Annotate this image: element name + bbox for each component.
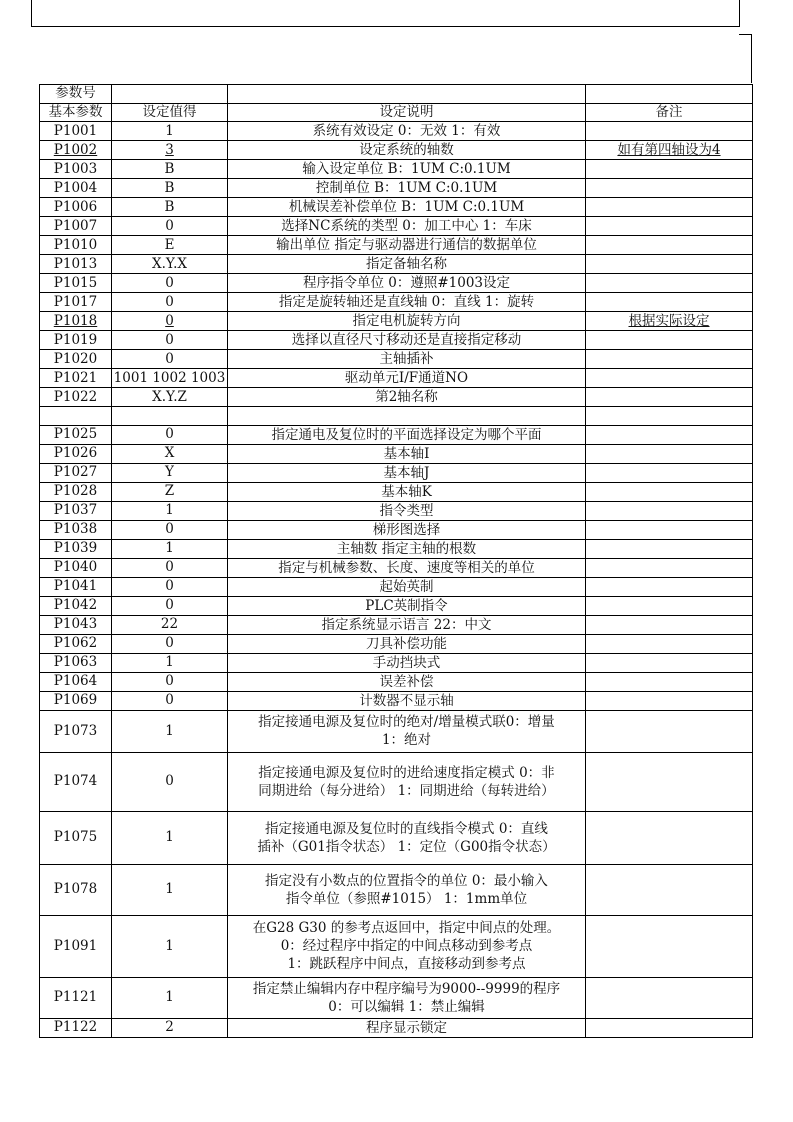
param-id-cell: P1037 xyxy=(40,501,112,520)
param-id-cell: P1017 xyxy=(40,293,112,312)
param-note-cell xyxy=(586,653,753,672)
param-value-cell: 1 xyxy=(112,915,228,977)
param-description-cell: 基本轴K xyxy=(228,482,586,501)
table-row xyxy=(40,274,753,293)
param-description-cell: PLC英制指令 xyxy=(228,596,586,615)
table-row xyxy=(40,179,753,198)
param-value-cell: 1001 1002 1003 xyxy=(112,369,228,388)
param-description-cell xyxy=(228,407,586,426)
param-description-cell: 主轴插补 xyxy=(228,350,586,369)
table-row xyxy=(40,482,753,501)
param-id-cell: P1039 xyxy=(40,539,112,558)
param-note-cell xyxy=(586,482,753,501)
param-description-cell: 指定禁止编辑内存中程序编号为9000--9999的程序 0：可以编辑 1：禁止编辑 xyxy=(228,977,586,1018)
table-header-row-1 xyxy=(40,85,753,104)
table-row xyxy=(40,596,753,615)
param-id-cell: P1026 xyxy=(40,444,112,463)
table-row xyxy=(40,217,753,236)
param-value-cell: 0 xyxy=(112,691,228,710)
param-id-cell xyxy=(40,407,112,426)
param-value-cell: X.Y.Z xyxy=(112,388,228,407)
param-note-cell xyxy=(586,915,753,977)
param-note-cell xyxy=(586,198,753,217)
param-description-cell: 梯形图选择 xyxy=(228,520,586,539)
param-note-cell xyxy=(586,558,753,577)
param-note-cell xyxy=(586,596,753,615)
param-description-cell: 指定通电及复位时的平面选择设定为哪个平面 xyxy=(228,425,586,444)
param-note-cell xyxy=(586,1018,753,1037)
param-id-cell: P1006 xyxy=(40,198,112,217)
param-description-cell: 基本轴J xyxy=(228,463,586,482)
param-value-cell: 1 xyxy=(112,864,228,915)
param-id-cell: P1025 xyxy=(40,425,112,444)
param-id-cell: P1042 xyxy=(40,596,112,615)
param-description-cell: 选择NC系统的类型 0：加工中心 1：车床 xyxy=(228,217,586,236)
table-row xyxy=(40,691,753,710)
param-value-cell: 22 xyxy=(112,615,228,634)
param-value-cell: 1 xyxy=(112,501,228,520)
param-value-cell: 0 xyxy=(112,752,228,811)
param-value-cell: 2 xyxy=(112,1018,228,1037)
table-row xyxy=(40,122,753,141)
param-note-cell xyxy=(586,864,753,915)
param-note-cell xyxy=(586,331,753,350)
param-id-cell: P1069 xyxy=(40,691,112,710)
param-id-cell: P1078 xyxy=(40,864,112,915)
param-id-cell: P1022 xyxy=(40,388,112,407)
param-description-cell: 基本轴I xyxy=(228,444,586,463)
param-note-cell: 如有第四轴设为4 xyxy=(586,141,753,160)
column-header-basic-param: 基本参数 xyxy=(40,103,112,122)
param-note-cell xyxy=(586,160,753,179)
table-row xyxy=(40,615,753,634)
param-description-cell: 指定接通电源及复位时的进给速度指定模式 0：非 同期进给（每分进给） 1：同期进给（每转进给） xyxy=(228,752,586,811)
param-description-cell: 指定系统显示语言 22：中文 xyxy=(228,615,586,634)
param-value-cell: 0 xyxy=(112,558,228,577)
param-description-cell: 第2轴名称 xyxy=(228,388,586,407)
table-row xyxy=(40,255,753,274)
param-id-cell: P1074 xyxy=(40,752,112,811)
table-row xyxy=(40,331,753,350)
table-row xyxy=(40,407,753,426)
table-row xyxy=(40,312,753,331)
corner-frame-mark xyxy=(739,34,752,83)
param-id-cell: P1091 xyxy=(40,915,112,977)
param-value-cell: 0 xyxy=(112,274,228,293)
param-note-cell xyxy=(586,634,753,653)
param-note-cell xyxy=(586,672,753,691)
table-row xyxy=(40,425,753,444)
param-note-cell xyxy=(586,179,753,198)
param-id-cell: P1007 xyxy=(40,217,112,236)
param-description-cell: 手动挡块式 xyxy=(228,653,586,672)
param-note-cell xyxy=(586,369,753,388)
param-description-cell: 指定电机旋转方向 xyxy=(228,312,586,331)
table-row xyxy=(40,634,753,653)
table-row xyxy=(40,752,753,811)
param-value-cell: X xyxy=(112,444,228,463)
param-value-cell: 3 xyxy=(112,141,228,160)
param-no-label: 参数号 xyxy=(40,85,112,104)
param-value-cell xyxy=(112,407,228,426)
param-note-cell xyxy=(586,691,753,710)
table-row xyxy=(40,444,753,463)
param-id-cell: P1040 xyxy=(40,558,112,577)
param-id-cell: P1121 xyxy=(40,977,112,1018)
param-id-cell: P1021 xyxy=(40,369,112,388)
table-row xyxy=(40,653,753,672)
param-description-cell: 指定没有小数点的位置指令的单位 0：最小输入 指令单位（参照#1015） 1：1mm单位 xyxy=(228,864,586,915)
param-value-cell: 0 xyxy=(112,596,228,615)
table-row xyxy=(40,293,753,312)
param-value-cell: B xyxy=(112,179,228,198)
param-value-cell: 0 xyxy=(112,520,228,539)
param-id-cell: P1015 xyxy=(40,274,112,293)
param-note-cell xyxy=(586,710,753,752)
table-row xyxy=(40,539,753,558)
param-description-cell: 在G28 G30 的参考点返回中，指定中间点的处理。 0：经过程序中指定的中间点移动到参考点 1：跳跃程序中间点，直接移动到参考点 xyxy=(228,915,586,977)
param-description-cell: 设定系统的轴数 xyxy=(228,141,586,160)
param-value-cell: B xyxy=(112,160,228,179)
param-note-cell xyxy=(586,615,753,634)
param-value-cell: 0 xyxy=(112,312,228,331)
param-value-cell: Y xyxy=(112,463,228,482)
param-value-cell: 1 xyxy=(112,122,228,141)
param-note-cell xyxy=(586,236,753,255)
param-id-cell: P1073 xyxy=(40,710,112,752)
param-note-cell xyxy=(586,539,753,558)
param-description-cell: 输入设定单位 B：1UM C:0.1UM xyxy=(228,160,586,179)
table-row xyxy=(40,864,753,915)
param-id-cell: P1063 xyxy=(40,653,112,672)
param-note-cell xyxy=(586,255,753,274)
param-id-cell: P1041 xyxy=(40,577,112,596)
param-id-cell: P1027 xyxy=(40,463,112,482)
table-row xyxy=(40,141,753,160)
table-row xyxy=(40,577,753,596)
param-description-cell: 驱动单元I/F通道NO xyxy=(228,369,586,388)
param-description-cell: 指定接通电源及复位时的直线指令模式 0：直线 插补（G01指令状态） 1：定位（G00指令状态） xyxy=(228,811,586,864)
param-description-cell: 指定备轴名称 xyxy=(228,255,586,274)
param-value-cell: 0 xyxy=(112,577,228,596)
table-row xyxy=(40,369,753,388)
param-description-cell: 机械误差补偿单位 B：1UM C:0.1UM xyxy=(228,198,586,217)
param-value-cell: Z xyxy=(112,482,228,501)
param-value-cell: 1 xyxy=(112,710,228,752)
param-id-cell: P1028 xyxy=(40,482,112,501)
param-note-cell xyxy=(586,577,753,596)
param-id-cell: P1064 xyxy=(40,672,112,691)
param-description-cell: 选择以直径尺寸移动还是直接指定移动 xyxy=(228,331,586,350)
param-id-cell: P1062 xyxy=(40,634,112,653)
param-id-cell: P1020 xyxy=(40,350,112,369)
table-row xyxy=(40,520,753,539)
param-id-cell: P1043 xyxy=(40,615,112,634)
table-row xyxy=(40,915,753,977)
table-row xyxy=(40,1018,753,1037)
param-description-cell: 指定接通电源及复位时的绝对/增量模式联0：增量 1：绝对 xyxy=(228,710,586,752)
param-id-cell: P1003 xyxy=(40,160,112,179)
param-description-cell: 输出单位 指定与驱动器进行通信的数据单位 xyxy=(228,236,586,255)
table-row xyxy=(40,672,753,691)
param-value-cell: 0 xyxy=(112,634,228,653)
table-row xyxy=(40,160,753,179)
table-row xyxy=(40,501,753,520)
table-row xyxy=(40,977,753,1018)
param-value-cell: E xyxy=(112,236,228,255)
param-note-cell xyxy=(586,501,753,520)
param-value-cell: 0 xyxy=(112,217,228,236)
param-id-cell: P1019 xyxy=(40,331,112,350)
param-description-cell: 指定是旋转轴还是直线轴 0：直线 1：旋转 xyxy=(228,293,586,312)
param-description-cell: 程序指令单位 0：遵照#1003设定 xyxy=(228,274,586,293)
param-value-cell: 0 xyxy=(112,350,228,369)
param-note-cell xyxy=(586,463,753,482)
param-note-cell xyxy=(586,752,753,811)
param-id-cell: P1013 xyxy=(40,255,112,274)
column-header-note: 备注 xyxy=(586,103,753,122)
param-note-cell xyxy=(586,520,753,539)
param-note-cell xyxy=(586,425,753,444)
param-value-cell: X.Y.X xyxy=(112,255,228,274)
param-value-cell: 1 xyxy=(112,977,228,1018)
param-note-cell xyxy=(586,388,753,407)
table-row xyxy=(40,236,753,255)
param-description-cell: 控制单位 B：1UM C:0.1UM xyxy=(228,179,586,198)
param-id-cell: P1002 xyxy=(40,141,112,160)
param-value-cell: 1 xyxy=(112,811,228,864)
param-value-cell: 0 xyxy=(112,293,228,312)
table-row xyxy=(40,811,753,864)
param-id-cell: P1004 xyxy=(40,179,112,198)
table-row xyxy=(40,558,753,577)
param-description-cell: 计数器不显示轴 xyxy=(228,691,586,710)
param-description-cell: 系统有效设定 0：无效 1：有效 xyxy=(228,122,586,141)
param-description-cell: 指令类型 xyxy=(228,501,586,520)
param-note-cell: 根据实际设定 xyxy=(586,312,753,331)
column-header-set-value: 设定值得 xyxy=(112,103,228,122)
param-id-cell: P1018 xyxy=(40,312,112,331)
param-description-cell: 起始英制 xyxy=(228,577,586,596)
param-id-cell: P1122 xyxy=(40,1018,112,1037)
param-value-cell: 0 xyxy=(112,425,228,444)
parameter-table-body xyxy=(40,85,753,1038)
table-header-row-2 xyxy=(40,103,753,122)
table-row xyxy=(40,198,753,217)
param-description-cell: 刀具补偿功能 xyxy=(228,634,586,653)
param-value-cell: 1 xyxy=(112,653,228,672)
param-description-cell: 程序显示锁定 xyxy=(228,1018,586,1037)
param-description-cell: 主轴数 指定主轴的根数 xyxy=(228,539,586,558)
param-note-cell xyxy=(586,122,753,141)
table-row xyxy=(40,350,753,369)
parameter-table xyxy=(39,84,753,1038)
param-note-cell xyxy=(586,217,753,236)
param-value-cell: 0 xyxy=(112,331,228,350)
param-note-cell xyxy=(586,407,753,426)
param-note-cell xyxy=(586,977,753,1018)
param-id-cell: P1001 xyxy=(40,122,112,141)
param-note-cell xyxy=(586,293,753,312)
param-description-cell: 误差补偿 xyxy=(228,672,586,691)
table-row xyxy=(40,388,753,407)
table-row xyxy=(40,463,753,482)
table-row xyxy=(40,710,753,752)
param-note-cell xyxy=(586,274,753,293)
top-frame-box xyxy=(31,0,740,27)
param-value-cell: B xyxy=(112,198,228,217)
param-id-cell: P1038 xyxy=(40,520,112,539)
column-header-description: 设定说明 xyxy=(228,103,586,122)
param-id-cell: P1010 xyxy=(40,236,112,255)
param-description-cell: 指定与机械参数、长度、速度等相关的单位 xyxy=(228,558,586,577)
param-note-cell xyxy=(586,811,753,864)
param-value-cell: 1 xyxy=(112,539,228,558)
param-value-cell: 0 xyxy=(112,672,228,691)
param-id-cell: P1075 xyxy=(40,811,112,864)
param-note-cell xyxy=(586,444,753,463)
param-note-cell xyxy=(586,350,753,369)
